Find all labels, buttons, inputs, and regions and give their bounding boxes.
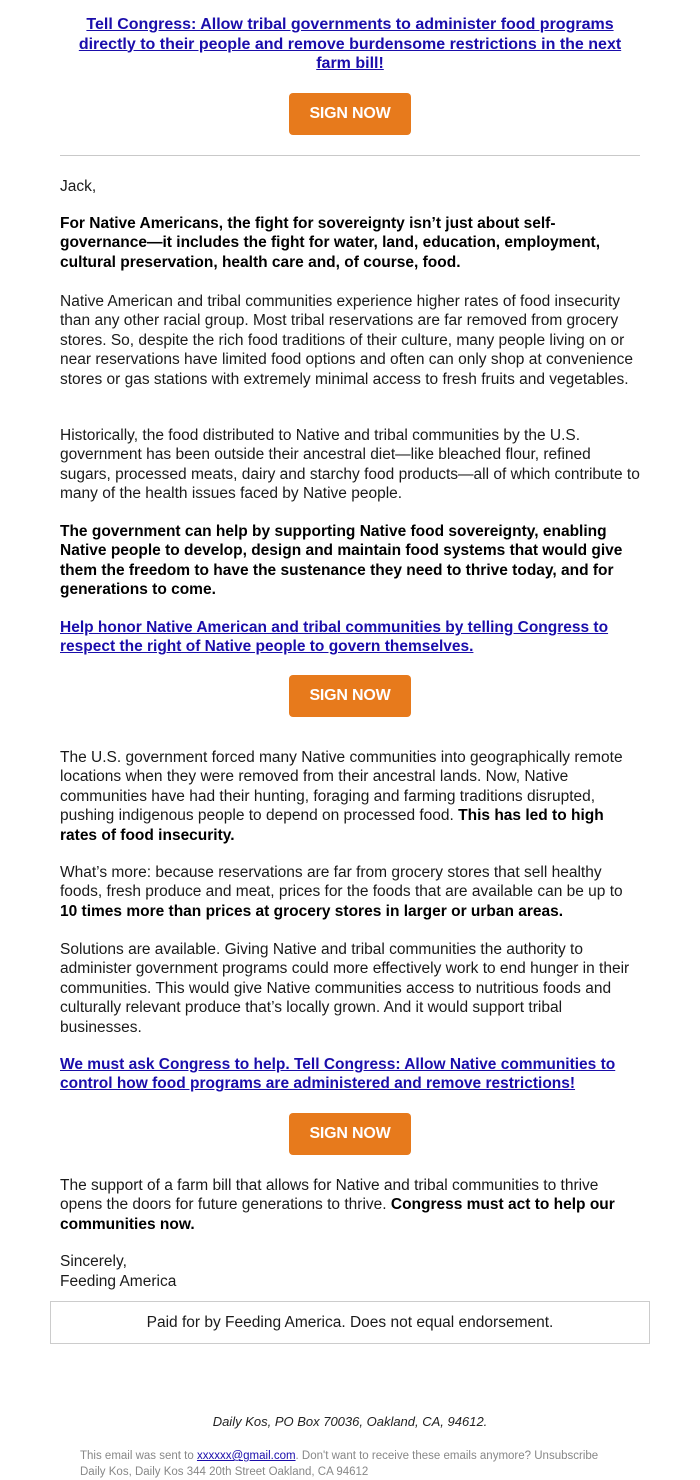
honor-petition-link[interactable]: Help honor Native American and tribal communities by telling Congress to respect the right of Native people to govern themselves. <box>60 619 609 656</box>
forced-removal-text: The U.S. government forced many Native communities into geographically remote locations when they were removed from their ancestral lands. Now, Native communities have had their hunting, foraging and farming traditions disrupted, pushing indigenous people to depend on processed food. <box>60 749 623 825</box>
farm-bill-paragraph <box>60 1176 642 1234</box>
closing: Sincerely, <box>60 1253 127 1270</box>
sign-now-button-top[interactable]: SIGN NOW <box>289 93 411 135</box>
prices-bold: 10 times more than prices at grocery stores in larger or urban areas. <box>60 902 564 920</box>
headline-petition-link[interactable]: Tell Congress: Allow tribal governments to administer food programs directly to their people and remove burdensome restrictions in the next farm bill! <box>78 16 622 72</box>
food-insecurity-paragraph: Native American and tribal communities experience higher rates of food insecurity than any other racial group. Most tribal reservations are far removed from grocery stores. So, despite the rich food traditions of their culture, many people living on or near reservations have limited food options and often can only shop at convenience stores or gas stations with extremely minimal access to fresh fruits and vegetables. <box>60 293 634 388</box>
forced-removal-paragraph <box>60 748 642 845</box>
intro-paragraph: For Native Americans, the fight for sovereignty isn’t just about self-governance—it includes the fight for water, land, education, employment, cultural preservation, health care and, of course, food. <box>60 215 601 271</box>
footer-postal-address: Daily Kos, Daily Kos 344 20th Street Oakland, CA 94612 <box>80 1466 369 1478</box>
prices-text: What’s more: because reservations are far from grocery stores that sell healthy foods, fresh produce and meat, prices for the foods that are available can be up to <box>60 864 623 901</box>
footer-sent-line <box>80 1449 680 1464</box>
ask-congress-link[interactable]: We must ask Congress to help. Tell Congress: Allow Native communities to control how food programs are administered and remove restrictions! <box>60 1056 616 1093</box>
prices-paragraph <box>60 863 642 921</box>
historically-paragraph: Historically, the food distributed to Native and tribal communities by the U.S. government has been outside their ancestral diet—like bleached flour, refined sugars, processed meats, dairy and starchy food products—all of which contribute to many of the health issues faced by Native people. <box>60 427 640 503</box>
sign-now-button-bottom[interactable]: SIGN NOW <box>289 1113 411 1155</box>
solutions-paragraph: Solutions are available. Giving Native and tribal communities the authority to administer government programs could more effectively work to end hunger in their communities. This would give Native communities access to nutritious foods and culturally relevant produce that’s locally grown. And it would support tribal businesses. <box>60 941 630 1036</box>
footer-address: Daily Kos, PO Box 70036, Oakland, CA, 94612. <box>212 1414 488 1429</box>
unsubscribe-text[interactable]: . Don't want to receive these emails anymore? Unsubscribe <box>295 1450 599 1462</box>
sent-to-prefix: This email was sent to <box>80 1450 194 1462</box>
greeting: Jack, <box>60 178 97 195</box>
divider <box>60 155 640 156</box>
forced-removal-bold: This has led to high rates of food insecurity. <box>60 807 604 844</box>
sign-now-button-middle[interactable]: SIGN NOW <box>289 675 411 717</box>
farm-bill-text: The support of a farm bill that allows for Native and tribal communities to thrive opens the doors for future generations to thrive. <box>60 1177 599 1214</box>
recipient-email-link[interactable]: xxxxxx@gmail.com <box>196 1450 296 1462</box>
signature: Feeding America <box>60 1273 177 1290</box>
farm-bill-bold: Congress must act to help our communities now. <box>60 1196 615 1233</box>
paid-disclaimer-box: Paid for by Feeding America. Does not equal endorsement. <box>50 1301 650 1344</box>
government-paragraph: The government can help by supporting Native food sovereignty, enabling Native people to develop, design and maintain food systems that would give them the freedom to have the sustenance they need to thrive today, and for generations to come. <box>60 523 623 599</box>
